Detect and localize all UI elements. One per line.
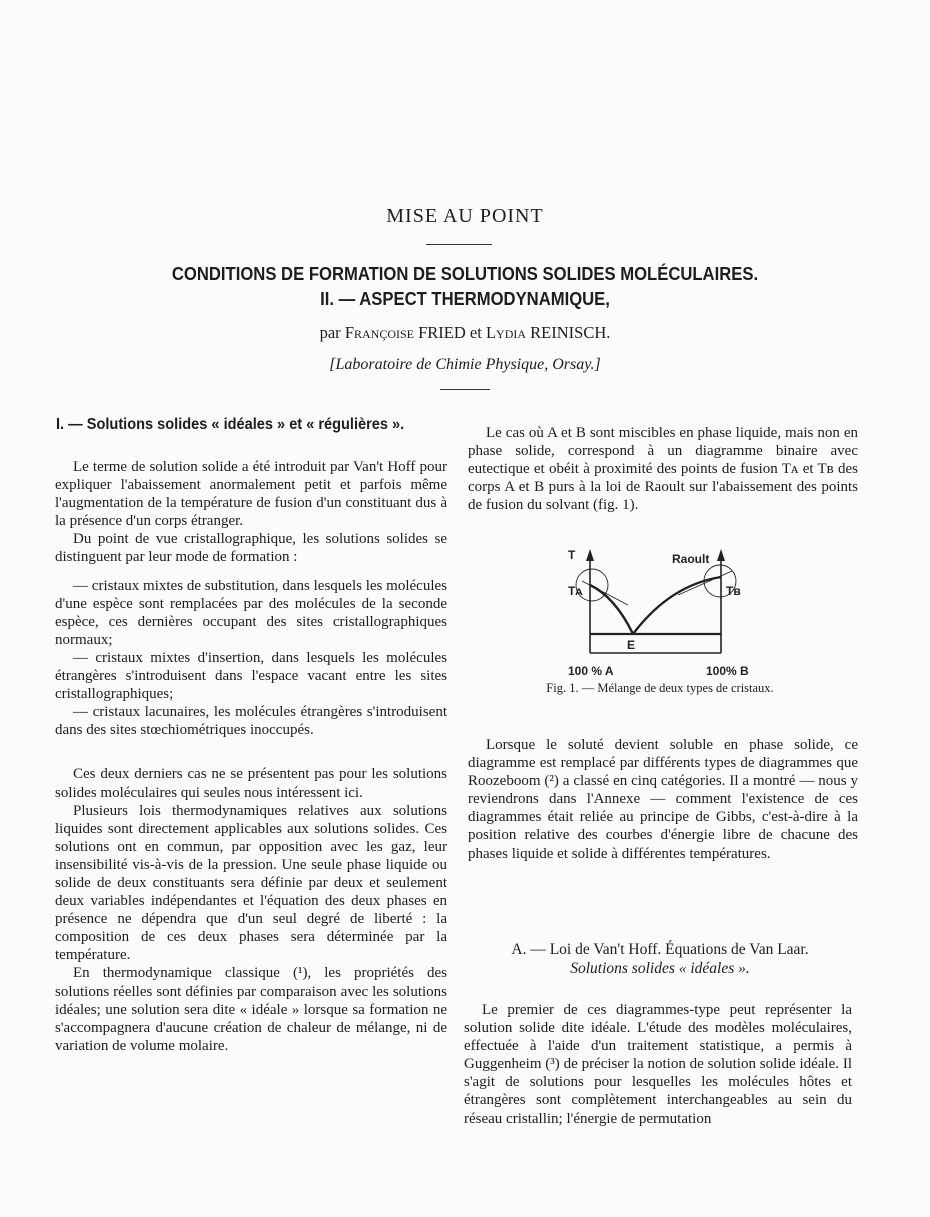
- label-E: E: [627, 638, 636, 652]
- label-raoult: Raoult: [672, 552, 710, 566]
- paragraph: Ces deux derniers cas ne se présentent pas pour les solutions solides moléculaires qui seules nous intéressent ici.: [55, 766, 447, 801]
- figure-phase-diagram: [560, 545, 760, 682]
- right-column-middle: [468, 736, 858, 863]
- label-TB: Tʙ: [726, 584, 741, 598]
- label-100A: 100 % A: [568, 664, 614, 677]
- subsection-title-line2: Solutions solides « idéales ».: [570, 960, 750, 977]
- paragraph: Du point de vue cristallographique, les solutions solides se distinguent par leur mode de formation :: [55, 531, 447, 566]
- label-TA: Tᴀ: [568, 584, 583, 598]
- paragraph: Le cas où A et B sont miscibles en phase liquide, mais non en phase solide, correspond à un diagramme binaire avec eutectique et obéit à proximité des points de fusion Tᴀ et Tʙ des corps A et B purs à la loi de Raoult sur l'abaissement des points de fusion du solvant (fig. 1).: [468, 425, 858, 514]
- paragraph: En thermodynamique classique (¹), les propriétés des solutions réelles sont définies par comparaison avec les solutions idéales; une solution sera dite « idéale » lorsque sa formation ne s'accompagnera d'aucune création de chaleur de mélange, ni de variation de volume molaire.: [55, 965, 447, 1054]
- right-column-top: [468, 424, 858, 514]
- article-title-line2: II. — ASPECT THERMODYNAMIQUE,: [320, 288, 610, 309]
- list-item: — cristaux mixtes d'insertion, dans lesquels les molécules étrangères s'introduisent dans l'espace vacant entre les sites cristallographiques;: [55, 649, 447, 703]
- paragraph: Lorsque le soluté devient soluble en phase solide, ce diagramme est remplacé par différents types de diagrammes que Roozeboom (²) a classé en cinq catégories. Il a montré — nous y reviendrons dans l'Annexe — comment l'existence de ces diagrammes était reliée au principe de Gibbs, c'est-à-dire à la position relative des courbes d'énergie libre de chacune des phases liquide et solide à différentes températures.: [468, 737, 858, 862]
- subsection-title-line1: A. — Loi de Van't Hoff. Équations de Van Laar.: [511, 941, 809, 958]
- list-item: — cristaux lacunaires, les molécules étrangères s'introduisent dans des sites stœchiométriques inoccupés.: [55, 704, 447, 739]
- author2-last-name: REINISCH.: [526, 323, 611, 342]
- author1-last-name: FRIED: [414, 323, 466, 342]
- affiliation-divider: [440, 389, 490, 390]
- right-axis-arrow: [717, 549, 725, 561]
- left-column: [55, 458, 447, 1055]
- subsection-heading: [460, 940, 860, 978]
- authors-line: [0, 323, 930, 343]
- paragraph: Plusieurs lois thermodynamiques relatives aux solutions liquides sont directement applicables aux solutions solides. Ces solutions ont en commun, par opposition avec les gaz, leur insensibilité vis-à-vis de la pression. Une seule phase liquide ou solide de deux constituants sera définie par deux et seulement deux variables indépendantes et l'équation des deux phases en présence ne dépendra que d'un seul degré de liberté : la composition de ces deux phases sera déterminée par la température.: [55, 802, 447, 964]
- liquidus-left: [590, 585, 633, 634]
- section-heading: I. — Solutions solides « idéales » et « régulières ».: [56, 416, 405, 433]
- article-title-line1: CONDITIONS DE FORMATION DE SOLUTIONS SOLIDES MOLÉCULAIRES.: [171, 263, 759, 284]
- affiliation: [Laboratoire de Chimie Physique, Orsay.]: [329, 356, 601, 373]
- by-word: par: [319, 323, 345, 342]
- section-title: MISE AU POINT: [386, 205, 544, 227]
- author2-first-name: Lydia: [485, 323, 527, 342]
- tangent-left: [582, 581, 628, 605]
- author1-first-name: Françoise: [344, 323, 414, 342]
- label-T: T: [568, 548, 576, 562]
- paragraph: Le premier de ces diagrammes-type peut représenter la solution solide dite idéale. L'étude des modèles moléculaires, effectuée à l'aide d'un traitement statistique, a permis à Guggenheim (³) de préciser la notion de solution solide idéale. Il s'agit de solutions pour lesquelles les molécules hôtes et étrangères sont complètement interchangeables au sein du réseau cristallin; l'énergie de permutation: [464, 1002, 852, 1127]
- right-column-bottom: [464, 1001, 852, 1128]
- label-100B: 100% B: [706, 664, 749, 677]
- list-item: — cristaux mixtes de substitution, dans lesquels les molécules d'une espèce sont remplacées par des molécules de la seconde espèce, ces dernières occupant des sites cristallographiques normaux;: [55, 577, 447, 648]
- title-divider: [426, 244, 492, 245]
- left-axis-arrow: [586, 549, 594, 561]
- figure-caption: Fig. 1. — Mélange de deux types de cristaux.: [546, 681, 774, 695]
- paragraph: Le terme de solution solide a été introduit par Van't Hoff pour expliquer l'abaissement anormalement petit et parfois même l'augmentation de la température de fusion d'un constituant dus à la présence d'un corps étranger.: [55, 459, 447, 530]
- liquidus-right: [633, 577, 721, 634]
- and-word: et: [465, 323, 486, 342]
